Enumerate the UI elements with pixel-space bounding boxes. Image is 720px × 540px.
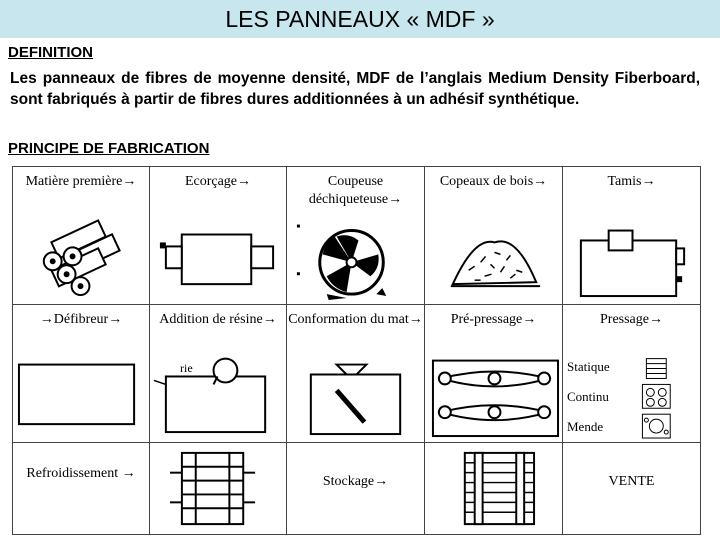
step-label: Stockage→	[322, 474, 389, 489]
debarker-icon	[150, 167, 286, 304]
step-prepressage	[425, 305, 563, 443]
step-cooler	[150, 443, 287, 535]
step-label: Tamis→	[607, 174, 656, 189]
board-stack-icon	[425, 443, 562, 534]
step-label: Pré-pressage→	[450, 312, 537, 327]
step-label: →Défibreur→	[39, 312, 123, 327]
resin-mixer-icon	[150, 305, 286, 442]
step-stockage	[287, 443, 425, 535]
pressage-continu-label: Continu	[567, 389, 609, 404]
prepress-icon	[425, 305, 562, 442]
pressage-mende-label: Mende	[567, 419, 604, 434]
sieve-icon	[563, 167, 700, 304]
step-tamis	[563, 167, 701, 305]
chipper-icon	[287, 167, 424, 304]
step-label: Copeaux de bois→	[439, 174, 548, 189]
step-label: Coupeuse déchiqueteuse→	[308, 174, 403, 207]
step-label: VENTE	[608, 474, 655, 489]
step-label: Addition de résine→	[159, 312, 277, 327]
step-matiere	[13, 167, 150, 305]
step-label: Matière première→	[25, 174, 137, 189]
definition-heading: DEFINITION	[8, 44, 93, 61]
woodchips-icon	[425, 167, 562, 304]
pressage-statique-label: Statique	[567, 359, 610, 374]
press-icons	[563, 305, 700, 442]
step-defibreur	[13, 305, 150, 443]
principe-heading: PRINCIPE DE FABRICATION	[8, 140, 210, 157]
mat-former-icon	[287, 305, 424, 442]
step-refroidissement	[13, 443, 150, 535]
definition-text: Les panneaux de fibres de moyenne densité, MDF de l’anglais Medium Density Fiberboard, sont fabriqués à partir de fibres dures additionnées à un adhésif synthétique.	[10, 70, 700, 108]
cooling-rack-icon	[150, 443, 286, 534]
resine-small-label: rie	[180, 361, 193, 375]
step-pressage	[563, 305, 701, 443]
step-stack	[425, 443, 563, 535]
step-vente	[563, 443, 701, 535]
logs-icon	[13, 167, 149, 304]
step-label: Pressage→	[600, 312, 663, 327]
step-copeaux	[425, 167, 563, 305]
defibrator-icon	[13, 305, 149, 442]
fabrication-table	[12, 166, 701, 535]
step-ecorcage	[150, 167, 287, 305]
page-title: LES PANNEAUX « MDF »	[225, 6, 495, 32]
step-resine	[150, 305, 287, 443]
step-coupeuse	[287, 167, 425, 305]
step-label: Conformation du mat→	[288, 312, 423, 327]
step-label: Ecorçage→	[184, 174, 252, 189]
step-label: Refroidissement →	[26, 466, 136, 481]
step-conformation	[287, 305, 425, 443]
